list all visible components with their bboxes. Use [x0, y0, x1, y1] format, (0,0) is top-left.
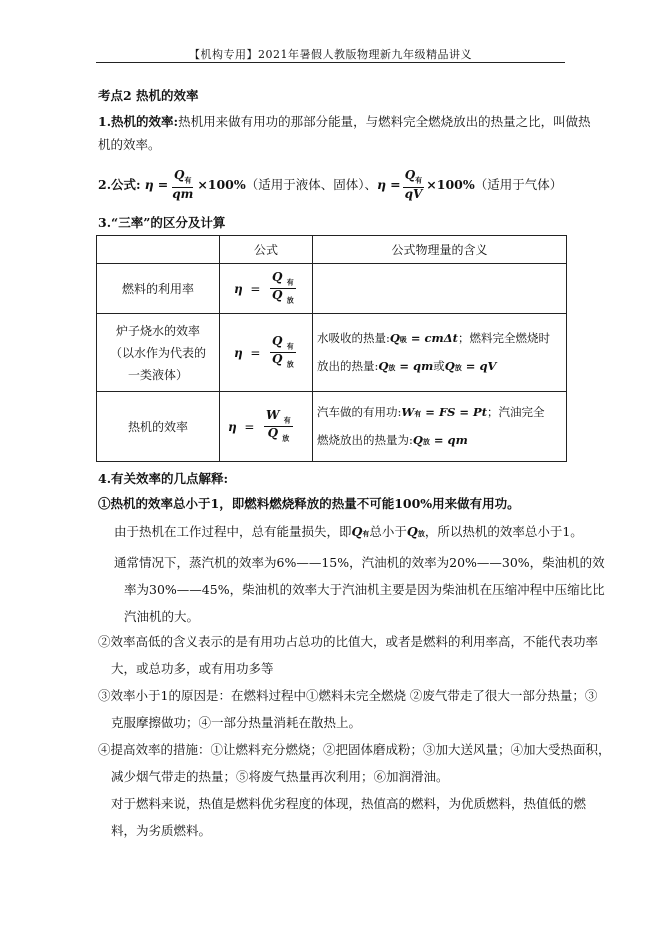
frac-top-sub: 有 — [286, 341, 294, 350]
frac-bot-sub: 放 — [286, 359, 294, 369]
row-name: 热机的效率 — [97, 392, 220, 462]
p1-text: 热机用来做有用功的那部分能量，与燃料完全燃烧放出的热量之比，叫做热 — [178, 114, 591, 129]
paragraph-1 — [98, 113, 591, 131]
n1a-q1: Q — [351, 524, 363, 539]
frac-top-sub: 有 — [286, 277, 294, 286]
m-sym: Q — [444, 358, 455, 373]
m-sub: 吸 — [399, 334, 407, 344]
m-text: ；燃料完全燃烧时 — [457, 330, 550, 345]
m-text: ；汽油完全 — [487, 404, 545, 419]
row-name: 燃料的利用率 — [97, 264, 220, 314]
row-fraction — [264, 409, 293, 445]
note-5-line-1: 对于燃料来说，热值是燃料优劣程度的体现，热值高的燃料，为优质燃料，热值低的燃 — [111, 796, 587, 811]
formula-line — [98, 166, 562, 204]
times-100-2: ×100% — [426, 177, 475, 192]
row-fraction — [270, 271, 296, 307]
explanations-title: 4.有关效率的几点解释: — [98, 471, 229, 486]
m-sym: Q — [389, 330, 400, 345]
frac-top-sub: 有 — [283, 415, 291, 424]
times-100-1: ×100% — [197, 177, 246, 192]
n1a-q2: Q — [406, 524, 418, 539]
row-name — [97, 314, 220, 392]
frac-bot-sub: 放 — [286, 295, 294, 305]
frac-bot: Q — [267, 426, 279, 440]
n1a-pre: 由于热机在工作过程中，总有能量损失，即 — [114, 524, 352, 539]
m-sub: 有 — [414, 408, 422, 418]
note-1-line-2: 率为30%——45%，柴油机的效率大于汽油机主要是因为柴油机在压缩冲程中压缩比比 — [124, 582, 605, 597]
note-2: （适用于气体） — [474, 177, 563, 192]
note-1-title: ①热机的效率总小于1，即燃料燃烧释放的热量不可能100%用来做有用功。 — [98, 496, 520, 511]
frac-bot-sub: 放 — [282, 433, 290, 443]
frac2-num-sub: 有 — [415, 175, 423, 185]
note-4-line-1: ④提高效率的措施：①让燃料充分燃烧；②把固体磨成粉；③加大送风量；④加大受热面积， — [98, 742, 611, 757]
fraction-gas — [403, 169, 425, 200]
n1a-q2-sub: 放 — [417, 529, 425, 538]
m-sym: W — [401, 404, 415, 419]
p1-label: 1.热机的效率: — [98, 114, 179, 129]
m-text: 水吸收的热量: — [317, 330, 390, 345]
header-divider — [96, 62, 565, 63]
frac1-num: Q — [174, 168, 185, 183]
eta-symbol: η — [234, 345, 243, 360]
m-eq: = qV — [461, 358, 497, 373]
eta-symbol: η — [144, 177, 154, 192]
note-1: （适用于液体、固体）、 — [245, 177, 378, 192]
n1a-q1-sub: 有 — [362, 529, 370, 538]
rates-table — [96, 235, 567, 462]
frac-top: Q — [272, 269, 283, 284]
note-5-line-2: 料，为劣质燃料。 — [111, 823, 212, 838]
m-sym: Q — [412, 432, 423, 447]
header-meaning: 公式物理量的含义 — [313, 236, 567, 264]
row-meaning-empty — [313, 264, 567, 314]
m-eq: = qm — [395, 358, 434, 373]
note-1-line-1: 通常情况下，蒸汽机的效率为6%——15%，汽油机的效率为20%——30%，柴油机的效 — [114, 555, 605, 570]
m-sub: 放 — [422, 436, 430, 446]
note-2-line-2: 大，或总功多，或有用功多等 — [111, 661, 274, 676]
m-eq: = cmΔt — [406, 330, 458, 345]
note-4-line-2: 减少烟气带走的热量；⑤将废气热量再次利用；⑥加润滑油。 — [111, 769, 449, 784]
three-rates-title: 3.“三率”的区分及计算 — [98, 215, 226, 230]
table-row: 热机的效率 η = $\frac{W _有}{Q _放}$ 汽车做的有用功:W有 = FS = Pt；汽油完全 燃烧放出的热量为:Q放 = qm — [97, 392, 567, 462]
m-sym: Q — [378, 358, 389, 373]
m-sub: 放 — [454, 362, 462, 372]
page-header: 【机构专用】2021年暑假人教版物理新九年级精品讲义 — [189, 48, 472, 61]
table-row: 炉子烧水的效率 （以水作为代表的 一类液体） η = $\frac{Q _有}{Q _放}$ 水吸收的热量:Q吸 = cmΔt；燃料完全燃烧时 放出的热量:Q放 = qm或Q放 = qV — [97, 314, 567, 392]
fraction-liquid-solid — [170, 169, 195, 200]
table-row: 燃料的利用率 η = $\frac{Q _有}{Q _放}$ — [97, 264, 567, 314]
frac2-den: qV — [404, 186, 423, 201]
header-formula: 公式 — [220, 236, 313, 264]
note-3-line-2: 克服摩擦做功；④一部分热量消耗在散热上。 — [111, 715, 362, 730]
frac-top: Q — [272, 333, 283, 348]
p2-label: 2.公式: — [98, 177, 141, 192]
row-name-line-2: （以水作为代表的 — [109, 345, 206, 360]
section-title: 考点2 热机的效率 — [98, 88, 199, 103]
m-eq: = qm — [429, 432, 468, 447]
frac2-num: Q — [404, 168, 416, 183]
equals-sign-2: = — [390, 177, 401, 192]
table-header-row — [97, 236, 567, 264]
frac-top: W — [266, 407, 280, 422]
row-meaning — [313, 392, 567, 462]
frac1-num-sub: 有 — [184, 175, 192, 185]
frac1-den: qm — [172, 186, 194, 201]
m-sub: 放 — [388, 362, 396, 372]
note-1-detail — [114, 519, 583, 547]
eta-symbol: η — [234, 281, 243, 296]
m-text: 或 — [433, 358, 445, 373]
equals-sign: = — [157, 177, 169, 192]
note-2-line-1: ②效率高低的含义表示的是有用功占总功的比值大，或者是燃料的利用率高，不能代表功率 — [98, 634, 599, 649]
m-text: 放出的热量: — [317, 358, 379, 373]
row-name-line-3: 一类液体） — [127, 367, 188, 382]
n1a-post: ，所以热机的效率总小于1。 — [424, 524, 583, 539]
header-empty — [97, 236, 220, 264]
n1a-mid: 总小于 — [369, 524, 407, 539]
p1-text-2: 机的效率。 — [98, 137, 161, 152]
row-fraction — [270, 335, 296, 371]
frac-bot: Q — [272, 288, 283, 302]
note-3-line-1: ③效率小于1的原因是：在燃料过程中①燃料未完全燃烧 ②废气带走了很大一部分热量；③ — [98, 688, 598, 703]
row-meaning — [313, 314, 567, 392]
frac-bot: Q — [272, 352, 283, 366]
m-text: 燃烧放出的热量为: — [317, 432, 413, 447]
eta-symbol: η — [228, 419, 237, 434]
note-1-line-3: 汽油机的大。 — [124, 609, 200, 624]
m-eq: = FS = Pt — [421, 404, 488, 419]
eta-symbol-2: η — [377, 177, 387, 192]
m-text: 汽车做的有用功: — [317, 404, 402, 419]
row-name-line-1: 炉子烧水的效率 — [115, 323, 200, 338]
